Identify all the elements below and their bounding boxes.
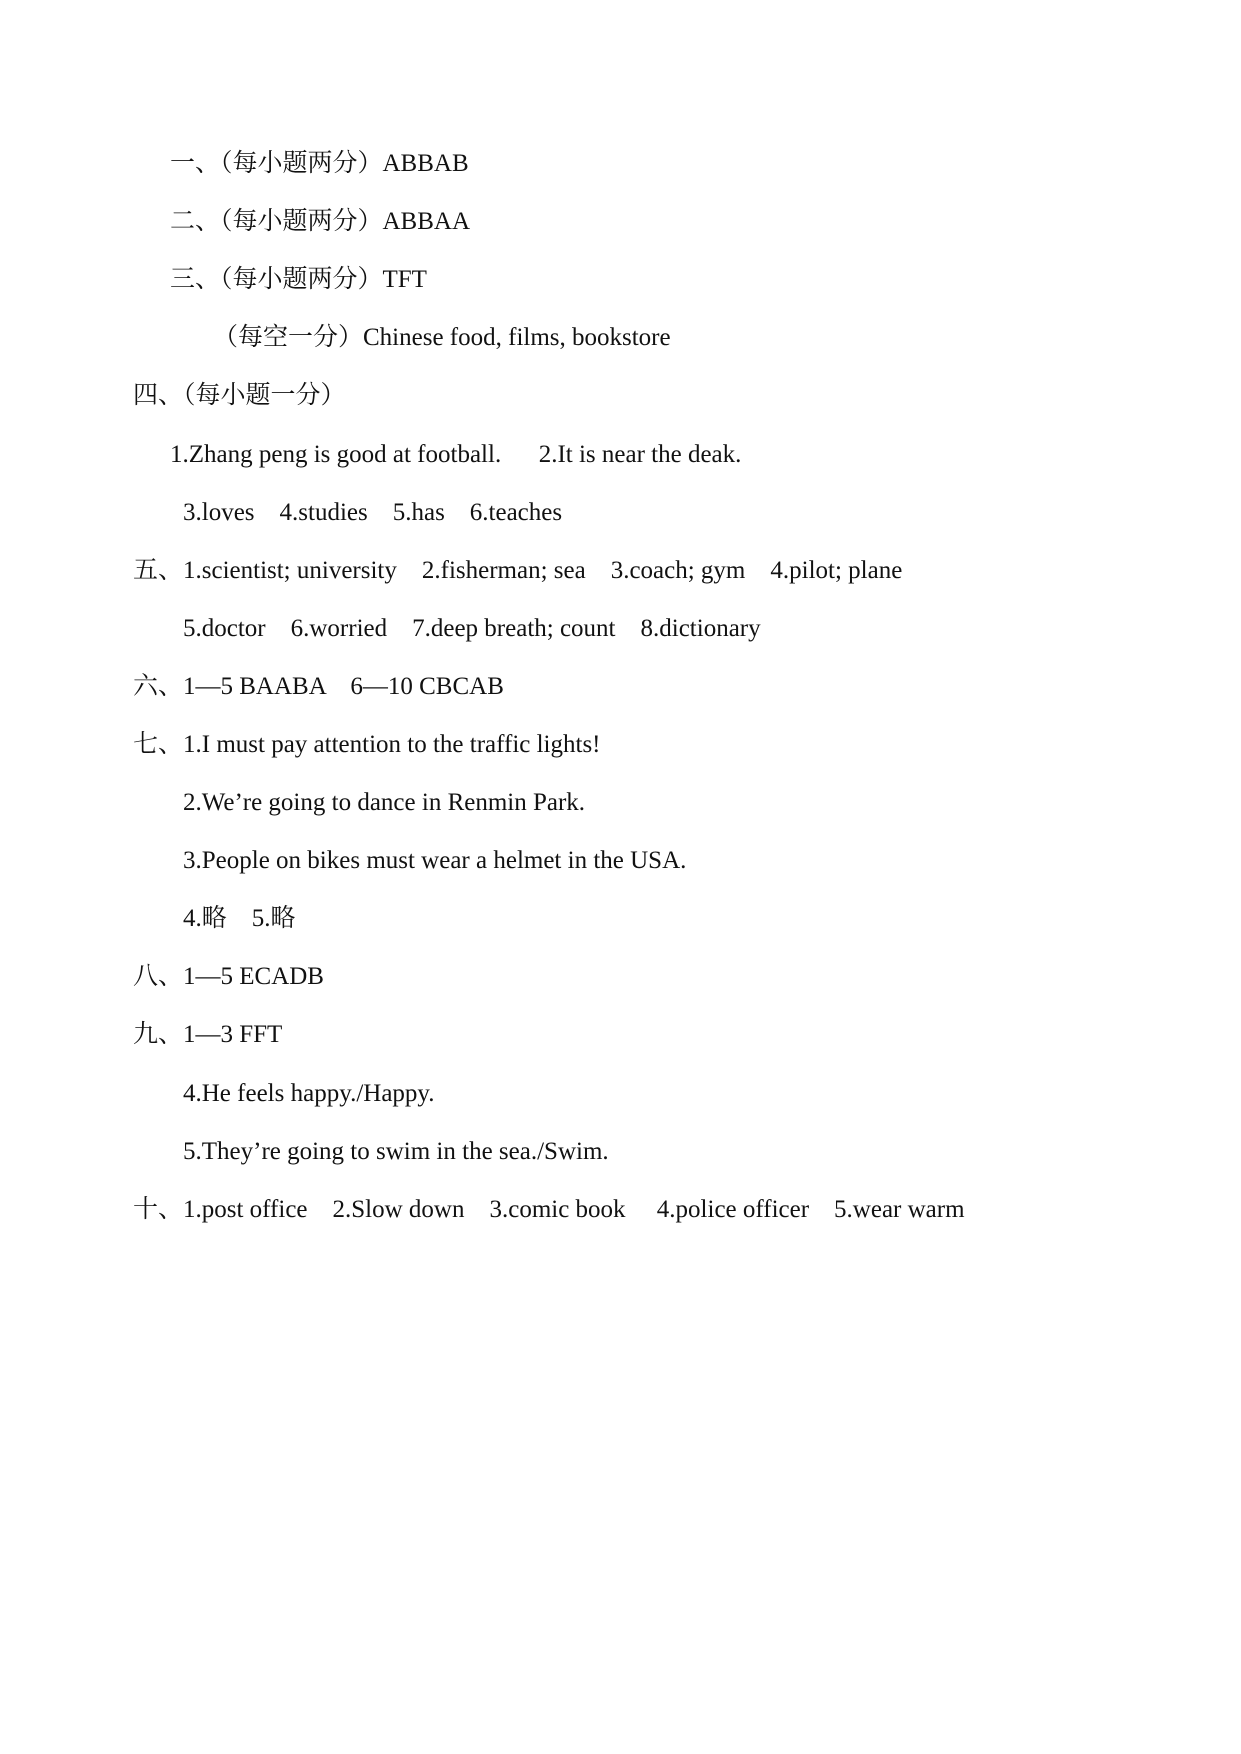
answer-line-section-2: 二、（每小题两分）ABBAA xyxy=(170,208,471,235)
answer-line-section-5: 五、1.scientist; university 2.fisherman; sea 3.coach; gym 4.pilot; plane xyxy=(133,557,903,584)
answer-line-section-9-item-5: 5.They’re going to swim in the sea./Swim. xyxy=(183,1138,609,1165)
answer-line-section-1: 一、（每小题两分）ABBAB xyxy=(170,150,469,177)
answer-line-section-4-words: 3.loves 4.studies 5.has 6.teaches xyxy=(183,499,563,526)
answer-line-section-3-blanks: （每空一分）Chinese food, films, bookstore xyxy=(213,324,671,351)
answer-line-section-10: 十、1.post office 2.Slow down 3.comic book 4.police officer 5.wear warm xyxy=(133,1196,965,1223)
answer-line-section-4-sentences: 1.Zhang peng is good at football. 2.It is near the deak. xyxy=(170,441,742,468)
answer-line-section-7-item-1: 七、1.I must pay attention to the traffic lights! xyxy=(133,731,601,758)
answer-line-section-9: 九、1—3 FFT xyxy=(133,1021,283,1048)
answer-line-section-3: 三、（每小题两分）TFT xyxy=(170,266,427,293)
answer-line-section-4-heading: 四、（每小题一分） xyxy=(133,382,346,409)
answer-line-section-7-item-2: 2.We’re going to dance in Renmin Park. xyxy=(183,789,586,816)
answer-line-section-9-item-4: 4.He feels happy./Happy. xyxy=(183,1080,435,1107)
answer-line-section-6: 六、1—5 BAABA 6—10 CBCAB xyxy=(133,673,504,700)
answer-line-section-7-items-4-5: 4.略 5.略 xyxy=(183,905,296,932)
answer-line-section-8: 八、1—5 ECADB xyxy=(133,963,324,990)
answer-line-section-5-continued: 5.doctor 6.worried 7.deep breath; count 8.dictionary xyxy=(183,615,761,642)
answer-line-section-7-item-3: 3.People on bikes must wear a helmet in the USA. xyxy=(183,847,687,874)
